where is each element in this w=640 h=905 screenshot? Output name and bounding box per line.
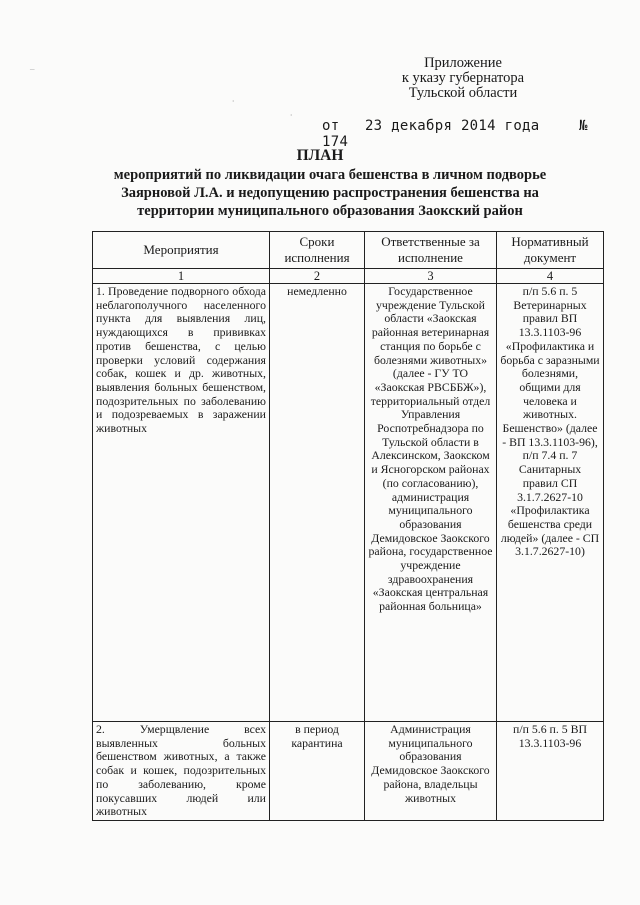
- column-number: 3: [365, 269, 497, 284]
- measure-cell: 2. Умерщвление всех выявленных больных бешенством животных, а также собак и кошек, подозрительных по заболеванию, кроме покусавших людей или животных: [93, 722, 270, 821]
- header-document: Нормативный документ: [497, 232, 604, 269]
- appendix-line-1: Приложение: [424, 55, 502, 71]
- deadline-cell: в период карантина: [270, 722, 365, 821]
- appendix-line-2: к указу губернатора: [401, 70, 525, 86]
- decree-line: [322, 118, 640, 150]
- decree-prefix: от: [322, 118, 340, 134]
- scan-speck: ‒: [30, 64, 35, 74]
- decree-date: 23 декабря 2014 года: [364, 118, 540, 134]
- decree-number: 174: [322, 134, 349, 150]
- table-header-row: [93, 232, 604, 269]
- table-row: [93, 722, 604, 821]
- header-responsible: Ответственные за исполнение: [365, 232, 497, 269]
- measure-cell: 1. Проведение подворного обхода неблагополучного населенного пункта для выявления лиц, нуждающихся в прививках против бешенства, с целью проверки условий содержания собак, кошек и др. животных, выявления больных бешенством, подозрительных по заболеванию и подозреваемых в заражении животных: [93, 284, 270, 722]
- column-number: 2: [270, 269, 365, 284]
- measures-table: [92, 231, 604, 821]
- document-cell: п/п 5.6 п. 5 Ветеринарных правил ВП 13.3.1103-96 «Профилактика и борьба с заразными болезнями, общими для человека и животных. Бешенство» (далее - ВП 13.3.1103-96), п/п 7.4 п. 7 Санитарных правил СП 3.1.7.2627-10 «Профилактика бешенства среди людей» (далее - СП 3.1.7.2627-10): [497, 284, 604, 722]
- header-deadline: Сроки исполнения: [270, 232, 365, 269]
- plan-title: ПЛАН: [296, 147, 344, 164]
- header-measures: Мероприятия: [93, 232, 270, 269]
- deadline-cell: немедленно: [270, 284, 365, 722]
- plan-subtitle: мероприятий по ликвидации очага бешенства в личном подворье Заярновой Л.А. и недопущению распространения бешенства на территории муниципального образования Заокский район: [113, 167, 547, 219]
- column-number: 1: [93, 269, 270, 284]
- document-cell: п/п 5.6 п. 5 ВП 13.3.1103-96: [497, 722, 604, 821]
- appendix-line-3: Тульской области: [408, 85, 518, 101]
- column-number: 4: [497, 269, 604, 284]
- responsible-cell: Администрация муниципального образования Демидовское Заокского района, владельцы животных: [365, 722, 497, 821]
- scan-speck: ⸱: [290, 110, 293, 120]
- appendix-block: [388, 56, 538, 101]
- responsible-cell: Государственное учреждение Тульской области «Заокская районная ветеринарная станция по борьбе с болезнями животных» (далее - ГУ ТО «Заокская РВСББЖ»), территориальный отдел Управления Роспотребнадзора по Тульской области в Алексинском, Заокском и Ясногорском районах (по согласованию), администрация муниципального образования Демидовское Заокского района, государственное учреждение здравоохранения «Заокская центральная районная больница»: [365, 284, 497, 722]
- table-row: [93, 284, 604, 722]
- column-number-row: [93, 269, 604, 284]
- scan-speck: ⸱: [232, 96, 235, 106]
- decree-number-sign: №: [578, 118, 588, 134]
